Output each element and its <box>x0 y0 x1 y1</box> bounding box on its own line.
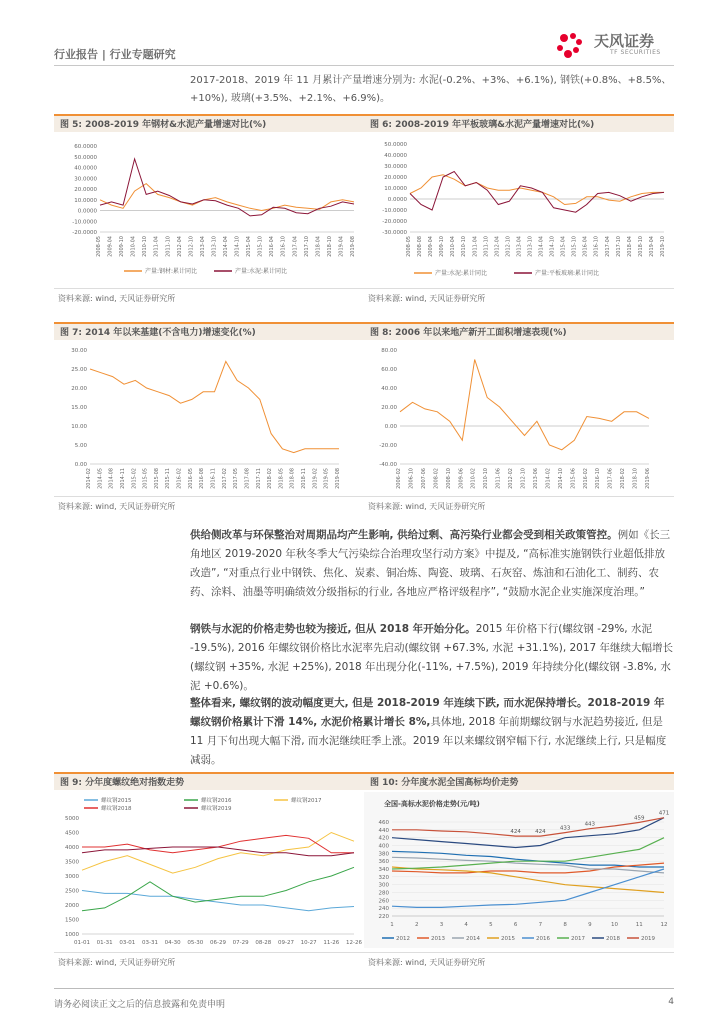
fig9-y-tick: 1500 <box>65 917 79 924</box>
fig6-source: 资料来源: wind, 天风证券研究所 <box>364 288 674 302</box>
fig10-legend-label: 2016 <box>536 936 550 942</box>
fig6-y-tick: 20.0000 <box>384 175 407 181</box>
fig8-x-tick: 2006-10 <box>408 468 415 489</box>
fig5-legend-label: 产量:钢材:累计同比 <box>145 268 198 275</box>
fig7-x-tick: 2016-05 <box>187 468 194 489</box>
fig7-y-tick: 0.00 <box>74 462 87 468</box>
fig7-y-tick: 10.00 <box>71 424 87 430</box>
fig5-y-tick: -20.0000 <box>72 230 97 236</box>
fig8-x-tick: 2010-02 <box>470 468 477 489</box>
fig7-x-tick: 2014-08 <box>108 468 115 489</box>
fig10-legend-label: 2013 <box>431 936 445 942</box>
fig5-x-tick: 2019-08 <box>350 236 356 257</box>
paragraph-2-body: 2015 年价格下行(螺纹钢 -29%, 水泥 -19.5%), 2016 年螺纹钢价格比水泥率先启动(螺纹钢 +67.3%, 水泥 +31.1%), 2017 年继续大幅增长(螺纹钢 +35%, 水泥 +25%), 2018 年出现分化(-11%, +7.5%), 2019 年持续分化(螺纹钢 -3.8%, 水泥 +0.6%)。 <box>190 623 674 692</box>
fig6-x-tick: 2013-10 <box>527 236 534 257</box>
fig8-x-tick: 2013-06 <box>532 468 539 489</box>
fig5-y-tick: 60.0000 <box>74 144 97 150</box>
fig5-x-tick: 2012-10 <box>188 236 195 257</box>
fig9-x-tick: 06-29 <box>210 940 226 946</box>
fig5-x-tick: 2013-10 <box>211 236 218 257</box>
fig10-y-tick: 220 <box>378 914 389 920</box>
fig7-x-tick: 2016-02 <box>176 468 183 489</box>
fig10-inner-title: 全国-高标水泥价格走势(元/吨) <box>384 800 480 808</box>
fig8-x-tick: 2012-10 <box>520 468 527 489</box>
fig9-x-tick: 03-01 <box>119 940 136 946</box>
fig7-x-tick: 2018-11 <box>301 468 308 489</box>
fig10-legend-label: 2014 <box>466 936 480 942</box>
fig6-x-tick: 2018-04 <box>626 236 633 257</box>
fig8-x-tick: 2015-06 <box>570 468 577 489</box>
fig7-x-tick: 2014-11 <box>119 468 126 489</box>
brand-name: 天风证券 <box>594 32 655 50</box>
fig8-x-tick: 2018-02 <box>620 468 627 489</box>
fig6-y-tick: 30.0000 <box>384 164 407 170</box>
fig6-x-tick: 2019-10 <box>660 236 666 257</box>
fig10-legend-label: 2018 <box>606 936 620 942</box>
paragraph-2 <box>190 620 674 696</box>
fig10-data-label: 459 <box>634 815 645 822</box>
fig8-y-tick: -40.00 <box>379 462 397 468</box>
fig7-y-tick: 25.00 <box>71 367 87 373</box>
fig5-x-tick: 2009-04 <box>107 236 114 257</box>
fig5-x-tick: 2009-10 <box>119 236 126 257</box>
fig10-y-tick: 280 <box>378 890 389 897</box>
fig5-x-tick: 2012-04 <box>176 236 183 257</box>
fig9-y-tick: 3000 <box>65 874 79 880</box>
fig8-x-tick: 2010-10 <box>483 468 490 489</box>
fig7-x-tick: 2019-02 <box>312 468 319 489</box>
fig5-x-tick: 2015-10 <box>257 236 264 257</box>
fig9-y-tick: 5000 <box>65 816 79 822</box>
fig5-y-tick: -10.0000 <box>72 219 97 226</box>
fig7-x-tick: 2017-02 <box>221 468 228 489</box>
fig6-y-tick: 0.0000 <box>387 197 407 203</box>
fig5-x-tick: 2017-10 <box>303 236 310 257</box>
paragraph-3-lead: 整体看来, 螺纹钢的波动幅度更大, 但是 2018-2019 年连续下跌, 而水泥保持增长。2018-2019 年螺纹钢价格累计下滑 14%, 水泥价格累计增长 8%, <box>190 697 665 728</box>
fig10-x-tick: 9 <box>588 922 592 928</box>
fig9-x-tick: 04-30 <box>164 940 181 946</box>
fig7-x-tick: 2014-02 <box>86 468 92 489</box>
fig8-x-tick: 2019-06 <box>645 468 651 489</box>
fig7-y-tick: 20.00 <box>71 386 87 392</box>
fig10-y-tick: 460 <box>378 820 389 826</box>
disclaimer: 请务必阅读正文之后的信息披露和免责申明 <box>54 1000 226 1010</box>
fig7-x-tick: 2016-08 <box>199 468 206 489</box>
fig9-x-tick: 01-31 <box>96 940 113 946</box>
fig7-x-tick: 2016-11 <box>210 468 217 489</box>
fig10-legend-label: 2017 <box>571 936 585 942</box>
fig5-x-tick: 2017-04 <box>292 235 299 257</box>
fig10-y-tick: 260 <box>378 898 389 905</box>
fig10-y-tick: 380 <box>378 851 389 858</box>
fig6-x-tick: 2010-10 <box>461 236 468 257</box>
fig5-series-line <box>100 159 354 216</box>
fig10-legend-label: 2019 <box>641 936 655 942</box>
fig5-source: 资料来源: wind, 天风证券研究所 <box>54 288 364 302</box>
fig8-x-tick: 2012-02 <box>508 468 515 489</box>
fig8-x-tick: 2011-06 <box>495 468 502 489</box>
fig10-y-tick: 240 <box>378 906 389 913</box>
fig10-legend-label: 2015 <box>501 936 515 942</box>
fig5-x-tick: 2011-10 <box>165 236 172 257</box>
fig7-x-tick: 2014-05 <box>97 468 104 489</box>
fig6-legend-label: 产量:平板玻璃:累计同比 <box>535 270 600 277</box>
fig10-y-tick: 340 <box>378 867 389 873</box>
fig6-x-tick: 2011-04 <box>472 236 479 257</box>
fig9-x-tick: 01-01 <box>74 940 90 946</box>
fig9-y-tick: 4500 <box>65 830 79 837</box>
fig9-x-tick: 08-28 <box>255 940 272 946</box>
fig6-x-tick: 2015-04 <box>560 236 567 257</box>
fig5-chart <box>54 134 364 284</box>
fig7-x-tick: 2017-08 <box>244 468 251 489</box>
fig10-y-tick: 360 <box>378 859 389 866</box>
fig10-x-tick: 7 <box>538 922 543 928</box>
fig6-x-tick: 2008-08 <box>417 236 424 257</box>
fig5-x-tick: 2013-04 <box>199 236 206 257</box>
fig6-x-tick: 2009-04 <box>428 236 435 257</box>
fig7-x-tick: 2017-11 <box>255 468 262 489</box>
fig9-series-line <box>82 867 354 911</box>
fig6-x-tick: 2013-04 <box>516 236 523 257</box>
fig8-x-tick: 2014-02 <box>545 468 552 489</box>
fig9-x-tick: 11-26 <box>323 940 340 946</box>
fig8-chart <box>364 342 674 492</box>
fig10-data-label: 443 <box>584 821 596 828</box>
fig10-x-tick: 8 <box>563 922 567 928</box>
page-footer <box>54 988 674 1010</box>
fig8-x-tick: 2016-02 <box>582 468 589 489</box>
fig9-y-tick: 1000 <box>65 932 79 938</box>
fig5-x-tick: 2019-04 <box>338 236 345 257</box>
fig7-source: 资料来源: wind, 天风证券研究所 <box>54 496 364 510</box>
fig8-y-tick: -20.00 <box>379 443 397 449</box>
fig5-x-tick: 2018-10 <box>326 236 333 257</box>
fig9-chart <box>54 792 364 948</box>
fig8-x-tick: 2008-10 <box>445 468 452 489</box>
fig7-y-tick: 5.00 <box>74 443 87 449</box>
fig10-x-tick: 6 <box>513 922 518 928</box>
fig7-y-tick: 30.00 <box>71 348 87 354</box>
fig8-x-tick: 2006-02 <box>396 468 402 489</box>
fig9-y-tick: 2000 <box>65 903 79 909</box>
page-header <box>54 32 674 66</box>
fig10-x-tick: 12 <box>660 922 668 928</box>
fig10-y-tick: 400 <box>378 843 389 850</box>
fig9-series-line <box>82 891 354 911</box>
fig10-y-tick: 300 <box>378 882 389 889</box>
fig9-legend-label: 螺纹钢2016 <box>201 798 232 804</box>
fig7-x-tick: 2015-08 <box>153 468 160 489</box>
fig8-x-tick: 2017-06 <box>607 468 614 489</box>
fig10-data-label: 424 <box>510 829 521 836</box>
fig8-y-tick: 60.00 <box>381 367 397 373</box>
fig7-x-tick: 2015-11 <box>165 468 172 489</box>
fig10-title: 图 10: 分年度水泥全国高标均价走势 <box>364 772 674 790</box>
fig8-x-tick: 2007-06 <box>420 468 427 489</box>
fig6-x-tick: 2011-10 <box>483 236 490 257</box>
intro-text: 2017-2018、2019 年 11 月累计产量增速分别为: 水泥(-0.2%、+3%、+6.1%), 钢铁(+0.8%、+8.5%、+10%), 玻璃(+3.5%、+2.1%、+6.9%)。 <box>190 75 672 104</box>
fig5-y-tick: 50.0000 <box>74 154 97 161</box>
fig6-y-tick: 50.0000 <box>384 142 407 148</box>
fig5-y-tick: 0.0000 <box>77 208 97 215</box>
fig6-x-tick: 2010-04 <box>450 236 457 257</box>
fig9-x-tick: 10-27 <box>300 940 317 946</box>
fig8-y-tick: 40.00 <box>381 386 397 392</box>
fig6-series-line <box>410 172 664 213</box>
fig9-legend-label: 螺纹钢2017 <box>291 798 322 804</box>
fig5-x-tick: 2008-05 <box>96 236 102 257</box>
fig6-legend-label: 产量:水泥:累计同比 <box>435 270 488 277</box>
fig5-y-tick: 20.0000 <box>74 187 97 193</box>
fig7-x-tick: 2019-05 <box>323 468 330 489</box>
fig10-source: 资料来源: wind, 天风证券研究所 <box>364 952 674 966</box>
fig6-y-tick: 10.0000 <box>384 186 407 192</box>
fig9-legend-label: 螺纹钢2018 <box>101 806 132 812</box>
fig9-x-tick: 12-26 <box>346 940 362 946</box>
fig8-y-tick: 0.00 <box>384 424 397 430</box>
fig10-x-tick: 4 <box>464 922 468 928</box>
paragraph-3 <box>190 694 674 770</box>
fig6-x-tick: 2016-10 <box>593 236 600 257</box>
fig6-x-tick: 2017-10 <box>615 236 622 257</box>
fig6-y-tick: 40.0000 <box>384 153 407 159</box>
fig10-data-label: 433 <box>559 825 571 832</box>
fig8-series-line <box>400 360 649 450</box>
fig7-series-line <box>90 361 339 452</box>
fig7-x-tick: 2017-05 <box>233 468 240 489</box>
fig5-series-line <box>100 184 354 211</box>
fig5-x-tick: 2015-04 <box>246 236 253 257</box>
fig10-data-label: 471 <box>658 810 670 817</box>
fig9-y-tick: 2500 <box>65 888 79 895</box>
fig10-x-tick: 2 <box>414 922 419 928</box>
fig6-y-tick: -10.0000 <box>382 208 407 214</box>
fig5-x-tick: 2018-04 <box>315 236 322 257</box>
fig6-x-tick: 2009-10 <box>439 236 446 257</box>
fig6-x-tick: 2018-10 <box>637 236 644 257</box>
fig8-y-tick: 80.00 <box>381 348 397 354</box>
brand-name-en: TF SECURITIES <box>610 49 661 56</box>
fig6-series-line <box>410 175 664 205</box>
fig6-x-tick: 2012-10 <box>505 236 512 257</box>
fig8-source: 资料来源: wind, 天风证券研究所 <box>364 496 674 510</box>
fig10-y-tick: 440 <box>378 827 389 834</box>
fig9-legend-label: 螺纹钢2015 <box>101 798 132 804</box>
fig8-y-tick: 20.00 <box>381 405 397 411</box>
fig5-x-tick: 2016-04 <box>269 236 276 257</box>
fig8-x-tick: 2016-10 <box>595 468 602 489</box>
section-label: 行业报告 | 行业专题研究 <box>54 48 176 61</box>
fig5-x-tick: 2010-04 <box>130 236 137 257</box>
page-number: 4 <box>668 997 674 1007</box>
brand-logo <box>554 28 674 64</box>
fig7-x-tick: 2015-02 <box>131 468 138 489</box>
fig9-y-tick: 3500 <box>65 859 79 866</box>
fig7-x-tick: 2018-02 <box>267 468 274 489</box>
fig6-x-tick: 2014-04 <box>538 236 545 257</box>
fig10-chart <box>364 792 674 948</box>
fig6-x-tick: 2017-04 <box>604 235 611 257</box>
fig5-legend-label: 产量:水泥:累计同比 <box>235 268 288 275</box>
fig9-x-tick: 07-29 <box>232 940 249 946</box>
fig5-x-tick: 2016-10 <box>280 236 287 257</box>
fig7-x-tick: 2018-08 <box>289 468 296 489</box>
fig6-x-tick: 2014-10 <box>549 236 556 257</box>
fig6-chart <box>364 134 674 284</box>
fig6-x-tick: 2019-04 <box>648 236 655 257</box>
fig5-title: 图 5: 2008-2019 年钢材&水泥产量增速对比(%) <box>54 114 364 132</box>
fig10-x-tick: 10 <box>611 922 619 928</box>
fig6-x-tick: 2008-05 <box>406 236 412 257</box>
fig8-x-tick: 2014-10 <box>557 468 564 489</box>
fig6-y-tick: -30.0000 <box>382 230 407 236</box>
fig5-y-tick: 10.0000 <box>74 197 97 204</box>
fig7-x-tick: 2015-05 <box>142 468 149 489</box>
paragraph-1-body: 例如《长三角地区 2019-2020 年秋冬季大气污染综合治理攻坚行动方案》中提及, “高标准实施钢铁行业超低排放改造”, “对重点行业中钢铁、焦化、炭素、铜冶炼、陶瓷、玻璃、石灰窑、炼油和石油化工、制药、农药、涂料、油墨等明确绩效分级指标的行业, 各地应严格评级程序”, “鼓励水泥企业实施深度治理。” <box>190 529 671 598</box>
fig8-x-tick: 2018-10 <box>632 468 639 489</box>
fig10-x-tick: 1 <box>390 922 394 928</box>
fig7-x-tick: 2018-05 <box>278 468 285 489</box>
fig5-x-tick: 2014-10 <box>234 236 241 257</box>
fig9-x-tick: 03-31 <box>142 940 158 946</box>
fig10-y-tick: 420 <box>378 835 389 842</box>
fig10-data-label: 424 <box>535 829 546 836</box>
fig5-y-tick: 30.0000 <box>74 176 97 183</box>
fig6-x-tick: 2016-04 <box>582 236 589 257</box>
fig10-legend-label: 2012 <box>396 936 410 942</box>
fig9-series-line <box>82 847 354 856</box>
fig8-x-tick: 2009-06 <box>458 468 465 489</box>
fig10-x-tick: 11 <box>635 922 643 928</box>
fig6-title: 图 6: 2008-2019 年平板玻璃&水泥产量增速对比(%) <box>364 114 674 132</box>
fig5-x-tick: 2011-04 <box>153 236 160 257</box>
fig10-x-tick: 3 <box>439 922 444 928</box>
paragraph-3-body: 具体地, 2018 年前期螺纹钢与水泥趋势接近, 但是 11 月下旬出现大幅下滑, 而水泥继续旺季上涨。2019 年以来螺纹钢窄幅下行, 水泥继续上行, 只是幅度减弱。 <box>190 716 667 766</box>
fig6-y-tick: -20.0000 <box>382 219 407 225</box>
fig10-y-tick: 320 <box>378 874 389 881</box>
fig7-x-tick: 2019-08 <box>335 468 341 489</box>
fig10-x-tick: 5 <box>489 922 493 928</box>
fig9-x-tick: 09-27 <box>278 940 294 946</box>
paragraph-1 <box>190 526 674 602</box>
fig6-x-tick: 2012-04 <box>494 236 501 257</box>
fig5-y-tick: 40.0000 <box>74 165 97 172</box>
fig9-y-tick: 4000 <box>65 845 79 851</box>
fig6-x-tick: 2015-10 <box>571 236 578 257</box>
fig9-legend-label: 螺纹钢2019 <box>201 806 232 812</box>
paragraph-1-lead: 供给侧改革与环保整治对周期品均产生影响, 供给过剩、高污染行业都会受到相关政策管控。 <box>190 529 618 541</box>
fig5-x-tick: 2010-10 <box>142 236 149 257</box>
fig8-x-tick: 2008-02 <box>433 468 440 489</box>
fig8-title: 图 8: 2006 年以来地产新开工面积增速表现(%) <box>364 322 674 340</box>
fig9-title: 图 9: 分年度螺纹绝对指数走势 <box>54 772 364 790</box>
fig7-chart <box>54 342 364 492</box>
paragraph-2-lead: 钢铁与水泥的价格走势也较为接近, 但从 2018 年开始分化。 <box>190 623 476 635</box>
fig7-title: 图 7: 2014 年以来基建(不含电力)增速变化(%) <box>54 322 364 340</box>
fig5-x-tick: 2014-04 <box>223 236 229 257</box>
fig9-x-tick: 05-30 <box>187 940 204 946</box>
fig9-series-line <box>82 833 354 874</box>
fig7-y-tick: 15.00 <box>71 405 87 411</box>
logo-icon <box>554 30 590 62</box>
fig9-source: 资料来源: wind, 天风证券研究所 <box>54 952 364 966</box>
